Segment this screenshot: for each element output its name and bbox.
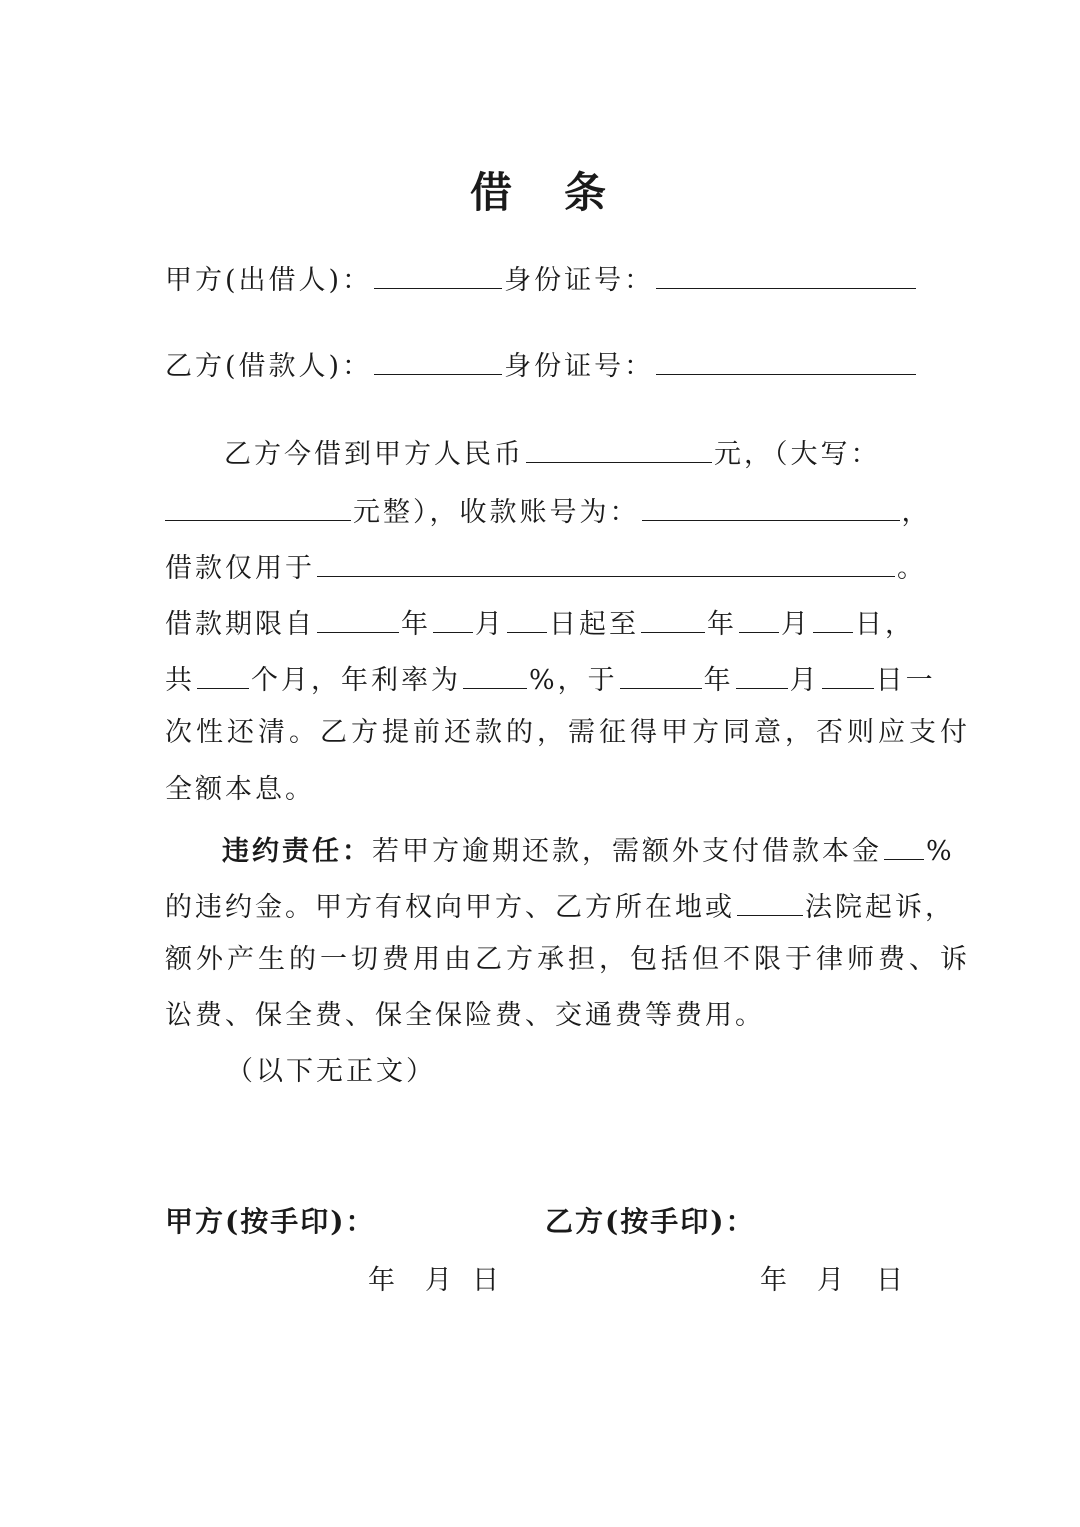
purpose-blank[interactable]	[317, 550, 895, 577]
interest-rate-blank[interactable]	[463, 662, 527, 689]
party-b-name-blank[interactable]	[374, 348, 502, 375]
body-text: 法院起诉，	[805, 892, 955, 923]
date-year: 年	[760, 1265, 787, 1296]
body-line-6	[165, 719, 971, 746]
body-text: 月	[789, 665, 820, 696]
body-text: 的违约金。甲方有权向甲方、乙方所在地或	[165, 892, 735, 923]
date-day: 日	[472, 1265, 499, 1296]
breach-line-4	[165, 1002, 765, 1029]
party-a-signature-label: 甲方(按手印)：	[165, 1205, 376, 1238]
body-text: 元整），收款账号为：	[353, 497, 640, 528]
breach-line-1	[222, 833, 955, 865]
body-text: 额外产生的一切费用由乙方承担，包括但不限于律师费、诉	[165, 944, 971, 975]
document-title	[0, 160, 1080, 220]
body-line-2	[165, 494, 932, 526]
body-text: 借款仅用于	[165, 553, 315, 584]
body-text: 借款期限自	[165, 609, 315, 640]
body-text: 共	[165, 665, 195, 696]
party-a-name-blank[interactable]	[374, 262, 502, 289]
date-month: 月	[425, 1265, 452, 1296]
amount-blank[interactable]	[526, 436, 712, 463]
party-a-label: 甲方(出借人)：	[165, 265, 373, 296]
body-text: 日，	[855, 609, 915, 640]
court-blank[interactable]	[737, 889, 803, 916]
body-text: 若甲方逾期还款，需额外支付借款本金	[372, 836, 882, 867]
body-text: 次性还清。乙方提前还款的，需征得甲方同意，否则应支付	[165, 717, 971, 748]
body-text: 讼费、保全费、保全保险费、交通费等费用。	[165, 1000, 765, 1031]
party-b-label: 乙方(借款人)：	[165, 351, 373, 382]
body-text: %	[926, 836, 955, 867]
party-a-date	[368, 1258, 499, 1297]
body-line-5	[165, 662, 936, 694]
body-text: 年	[401, 609, 431, 640]
end-note-text: （以下无正文）	[226, 1056, 436, 1087]
end-note	[226, 1058, 436, 1085]
account-blank[interactable]	[642, 494, 900, 521]
breach-line-2	[165, 889, 955, 921]
breach-line-3	[165, 946, 971, 973]
repay-month-blank[interactable]	[736, 662, 788, 689]
party-b-line	[165, 348, 918, 380]
body-text: 。	[897, 553, 927, 584]
end-day-blank[interactable]	[813, 606, 853, 633]
start-year-blank[interactable]	[317, 606, 399, 633]
body-text: 年	[707, 609, 737, 640]
end-year-blank[interactable]	[641, 606, 705, 633]
body-line-3	[165, 550, 927, 582]
body-text: 乙方今借到甲方人民币	[224, 439, 524, 470]
body-text: 元，（大写：	[714, 439, 881, 470]
title-char-1: 借	[469, 168, 516, 217]
body-text: 个月，年利率为	[251, 665, 461, 696]
party-a-line	[165, 262, 918, 294]
body-text: 日起至	[549, 609, 639, 640]
end-month-blank[interactable]	[739, 606, 779, 633]
party-a-id-label: 身份证号：	[504, 265, 655, 296]
date-year: 年	[368, 1265, 395, 1296]
months-blank[interactable]	[197, 662, 249, 689]
party-b-signature-label: 乙方(按手印)：	[545, 1205, 756, 1238]
body-line-4	[165, 606, 915, 638]
body-text: 月	[475, 609, 505, 640]
repay-day-blank[interactable]	[822, 662, 874, 689]
penalty-rate-blank[interactable]	[884, 833, 924, 860]
body-text: 年	[703, 665, 734, 696]
body-line-1	[224, 436, 881, 468]
party-a-id-blank[interactable]	[656, 262, 916, 289]
start-day-blank[interactable]	[507, 606, 547, 633]
title-char-2: 条	[564, 168, 611, 217]
date-month: 月	[817, 1265, 844, 1296]
amount-uppercase-blank[interactable]	[165, 494, 351, 521]
start-month-blank[interactable]	[433, 606, 473, 633]
repay-year-blank[interactable]	[620, 662, 702, 689]
body-text: 日一	[875, 665, 936, 696]
date-day: 日	[876, 1265, 903, 1296]
breach-heading: 违约责任：	[222, 836, 372, 867]
party-b-date	[760, 1258, 903, 1297]
body-text: 全额本息。	[165, 774, 315, 805]
body-text: 月	[781, 609, 811, 640]
body-line-7	[165, 776, 315, 803]
body-text: ，	[901, 497, 932, 528]
party-b-id-blank[interactable]	[656, 348, 916, 375]
party-b-id-label: 身份证号：	[504, 351, 655, 382]
body-text: %，于	[529, 665, 618, 696]
